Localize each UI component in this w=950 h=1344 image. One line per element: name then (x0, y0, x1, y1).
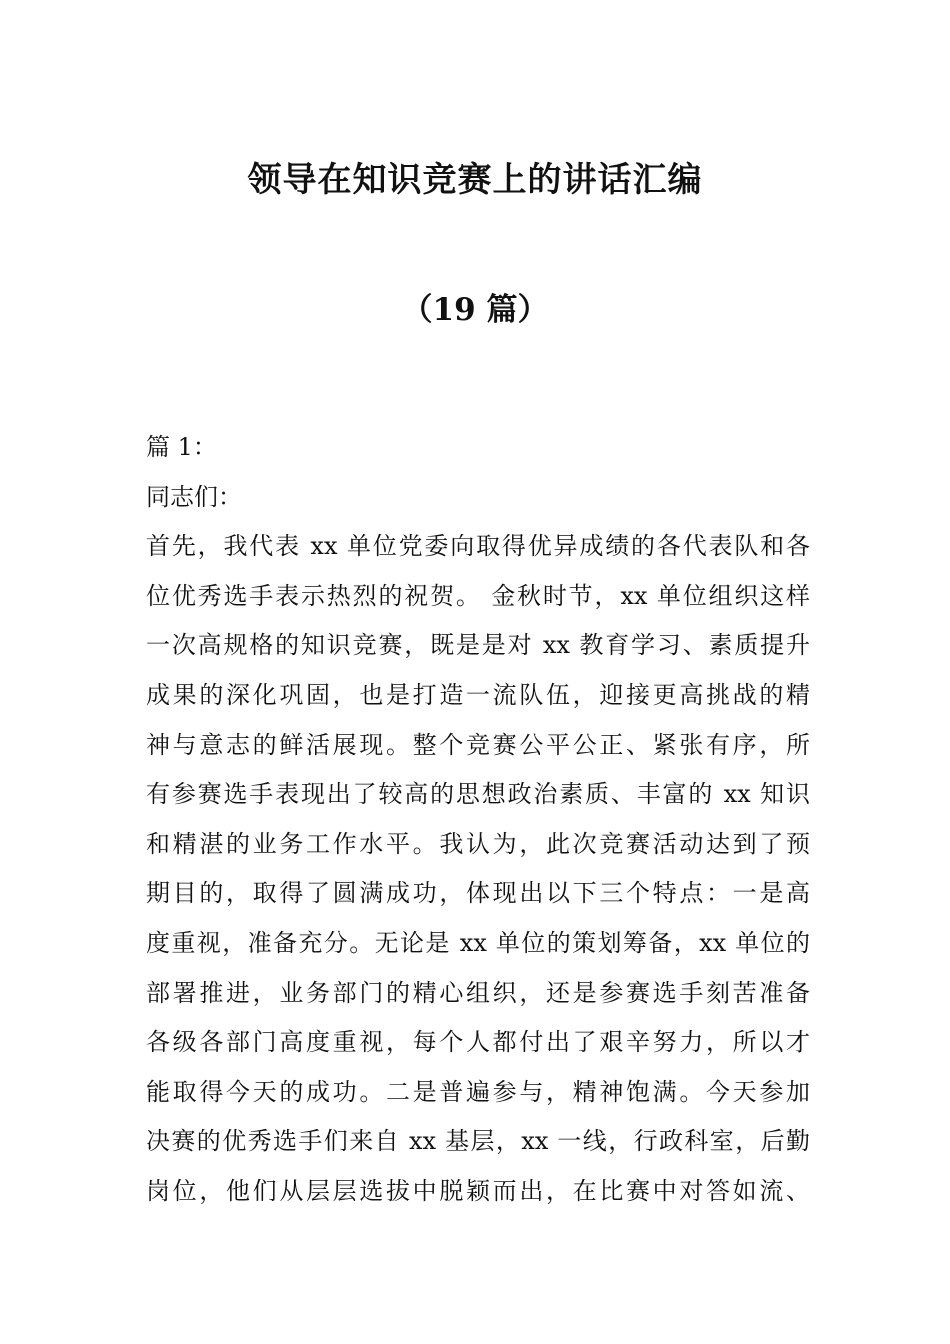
body-line: 和精湛的业务工作水平。我认为，此次竞赛活动达到了预 (146, 829, 810, 858)
body-line: 位优秀选手表示热烈的祝贺。 金秋时节，xx 单位组织这样 (146, 581, 810, 610)
body-line: 度重视，准备充分。无论是 xx 单位的策划筹备，xx 单位的 (146, 928, 810, 957)
body-line: 各级各部门高度重视，每个人都付出了艰辛努力，所以才 (146, 1028, 810, 1057)
document-body (146, 423, 810, 1217)
section-label: 篇 1： (146, 433, 217, 461)
body-line: 有参赛选手表现出了较高的思想政治素质、丰富的 xx 知识 (146, 780, 810, 809)
body-line: 一次高规格的知识竞赛，既是是对 xx 教育学习、素质提升 (146, 631, 810, 660)
body-line: 能取得今天的成功。二是普遍参与，精神饱满。今天参加 (146, 1077, 810, 1106)
document-title: 领导在知识竞赛上的讲话汇编 (247, 160, 703, 200)
body-line: 决赛的优秀选手们来自 xx 基层，xx 一线，行政科室，后勤 (146, 1127, 810, 1156)
body-line: 期目的，取得了圆满成功，体现出以下三个特点：一是高 (146, 879, 810, 908)
body-line: 成果的深化巩固，也是打造一流队伍，迎接更高挑战的精 (146, 680, 810, 709)
body-line: 神与意志的鲜活展现。整个竞赛公平公正、紧张有序，所 (146, 730, 810, 759)
body-line: 首先，我代表 xx 单位党委向取得优异成绩的各代表队和各 (146, 532, 810, 561)
document-subtitle: （19 篇） (401, 292, 549, 328)
body-line: 岗位，他们从层层选拔中脱颖而出，在比赛中对答如流、 (146, 1176, 810, 1205)
body-line: 部署推进，业务部门的精心组织，还是参赛选手刻苦准备 (146, 978, 810, 1007)
salutation: 同志们： (146, 482, 242, 511)
